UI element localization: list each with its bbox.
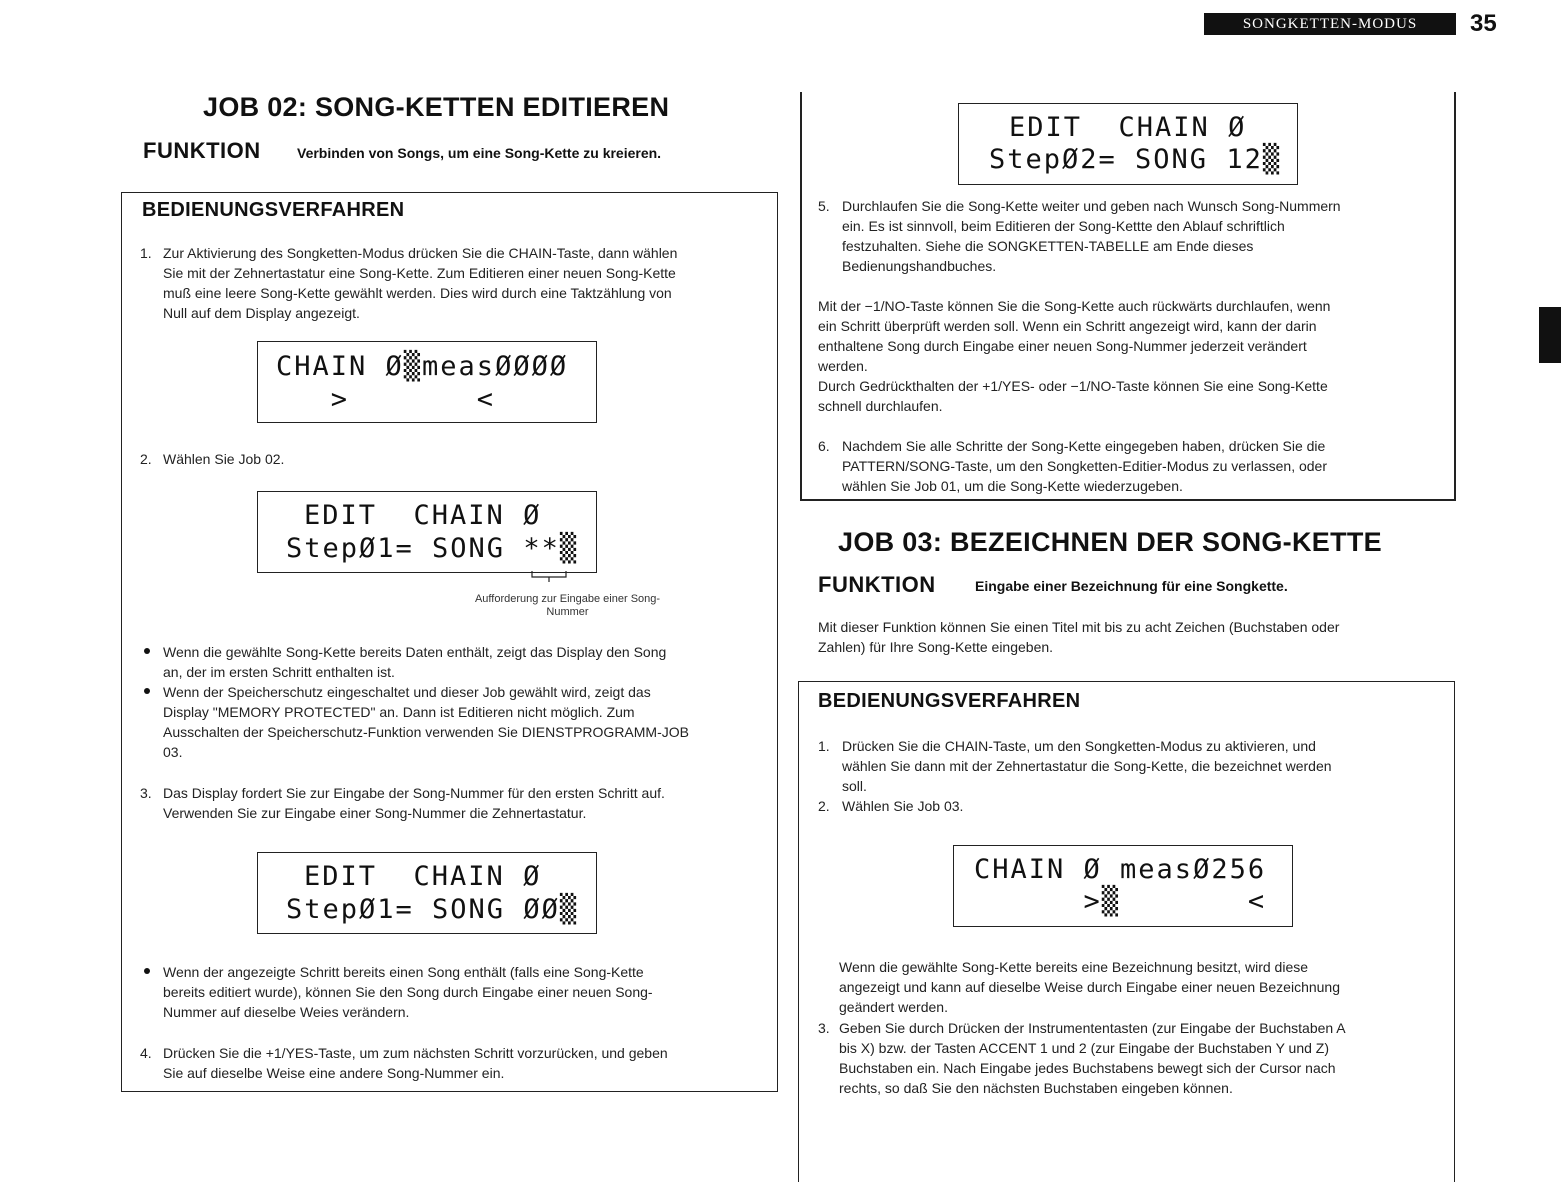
bullet-icon [144, 688, 150, 694]
step-number: 1. [818, 738, 830, 754]
lcd-display-chain-meas0256: CHAIN Ø measØ256 >▒ < [953, 845, 1293, 927]
step-number: 1. [140, 245, 152, 261]
lcd-display-chain-empty: CHAIN Ø▒measØØØØ > < [257, 341, 597, 423]
r-step2-text: Wählen Sie Job 03. [842, 798, 964, 814]
step-number: 2. [140, 451, 152, 467]
procedure-heading-left: BEDIENUNGSVERFAHREN [142, 199, 405, 221]
job03-title: JOB 03: BEZEICHNEN DER SONG-KETTE [838, 527, 1382, 557]
lcd-caption: Aufforderung zur Eingabe einer Song- Nummer [474, 593, 661, 618]
step-number: 4. [140, 1045, 152, 1061]
funktion-label-left: FUNKTION [143, 138, 261, 163]
step-number: 3. [818, 1020, 830, 1036]
step5-text: Durchlaufen Sie die Song-Kette weiter und geben nach Wunsch Song-Nummern ein. Es ist sinnvoll, beim Editieren der Song-Kettte den Ablauf schriftlich festzuhalten. Siehe die SONGKETTEN-TABELLE am Ende dieses Bedienungshandbuches. [842, 198, 1341, 274]
procedure-heading-right: BEDIENUNGSVERFAHREN [818, 690, 1081, 712]
lcd-display-step01-prompt: EDIT CHAIN Ø StepØ1= SONG **▒ [257, 491, 597, 573]
scroll-chain-paragraph: Mit der −1/NO-Taste können Sie die Song-Kette auch rückwärts durchlaufen, wenn ein Schritt überprüft werden soll. Wenn ein Schritt angezeigt wird, kann der darin enthaltene Song durch Eingabe einer neuen Song-Nummer jederzeit verändert werden. Durch Gedrückthalten der +1/YES- oder −1/NO-Taste können Sie eine Song-Kette schnell durchlaufen. [818, 298, 1331, 414]
funktion-text-left: Verbinden von Songs, um eine Song-Kette zu kreieren. [297, 145, 662, 161]
box-border-left [800, 92, 802, 500]
bullet-text-memory-protect: Wenn der Speicherschutz eingeschaltet und dieser Job gewählt wird, zeigt das Display "MEMORY PROTECTED" an. Dann ist Editieren nicht möglich. Zum Ausschalten der Speicherschutz-Funktion verwenden Sie DIENSTPROGRAMM-JOB 03. [163, 684, 689, 760]
bullet-icon [144, 648, 150, 654]
job03-intro: Mit dieser Funktion können Sie einen Titel mit bis zu acht Zeichen (Buchstaben oder Zahlen) für Ihre Song-Kette eingeben. [818, 619, 1340, 655]
caption-bracket-icon [530, 570, 570, 582]
r-name-paragraph: Wenn die gewählte Song-Kette bereits eine Bezeichnung besitzt, wird diese angezeigt und kann auf dieselbe Weise durch Eingabe einer neuen Bezeichnung geändert werden. [839, 959, 1340, 1015]
funktion-text-right: Eingabe einer Bezeichnung für eine Songkette. [975, 578, 1288, 594]
step2-text: Wählen Sie Job 02. [163, 451, 285, 467]
bullet-icon [144, 968, 150, 974]
bullet-text-change-song: Wenn der angezeigte Schritt bereits einen Song enthält (falls eine Song-Kette bereits editiert wurde), können Sie den Song durch Eingabe einer neuen Song- Nummer auf dieselbe Weies verändern. [163, 964, 653, 1020]
r-step1-text: Drücken Sie die CHAIN-Taste, um den Songketten-Modus zu aktivieren, und wählen Sie dann mit der Zehnertastatur die Song-Kette, die bezeichnet werden soll. [842, 738, 1332, 794]
job02-title: JOB 02: SONG-KETTEN EDITIEREN [203, 92, 670, 122]
box-border-right [1454, 92, 1456, 500]
step4-text: Drücken Sie die +1/YES-Taste, um zum nächsten Schritt vorzurücken, und geben Sie auf dieselbe Weise eine andere Song-Nummer ein. [163, 1045, 668, 1081]
funktion-label-right: FUNKTION [818, 572, 936, 597]
step6-text: Nachdem Sie alle Schritte der Song-Kette eingegeben haben, drücken Sie die PATTERN/SONG-Taste, um den Songketten-Editier-Modus zu verlassen, oder wählen Sie Job 01, um die Song-Kette wiederzugeben. [842, 438, 1328, 494]
step-number: 5. [818, 198, 830, 214]
lcd-display-step01-00: EDIT CHAIN Ø StepØ1= SONG ØØ▒ [257, 852, 597, 934]
page-number: 35 [1470, 10, 1497, 37]
step-number: 3. [140, 785, 152, 801]
bullet-text-existing-data: Wenn die gewählte Song-Kette bereits Daten enthält, zeigt das Display den Song an, der im ersten Schritt enthalten ist. [163, 644, 667, 680]
box-border-bottom [800, 499, 1456, 501]
r-step3-text: Geben Sie durch Drücken der Instrumententasten (zur Eingabe der Buchstaben A bis X) bzw. der Tasten ACCENT 1 und 2 (zur Eingabe der Buchstaben Y und Z) Buchstaben ein. Nach Eingabe jedes Buchstabens bewegt sich der Cursor nach rechts, so daß Sie den nächsten Buchstaben eingeben können. [839, 1020, 1346, 1096]
step-number: 6. [818, 438, 830, 454]
lcd-display-step02: EDIT CHAIN Ø StepØ2= SONG 12▒ [958, 103, 1298, 185]
step-number: 2. [818, 798, 830, 814]
step3-text: Das Display fordert Sie zur Eingabe der Song-Nummer für den ersten Schritt auf. Verwenden Sie zur Eingabe einer Song-Nummer die Zehnertastatur. [163, 785, 665, 821]
step1-text: Zur Aktivierung des Songketten-Modus drücken Sie die CHAIN-Taste, dann wählen Sie mit der Zehnertastatur eine Song-Kette. Zum Editieren einer neuen Song-Kette muß eine leere Song-Kette gewählt werden. Dies wird durch eine Taktzählung von Null auf dem Display angezeigt. [163, 245, 678, 321]
section-tag: SONGKETTEN-MODUS [1204, 13, 1456, 35]
side-tab-marker [1539, 307, 1561, 363]
